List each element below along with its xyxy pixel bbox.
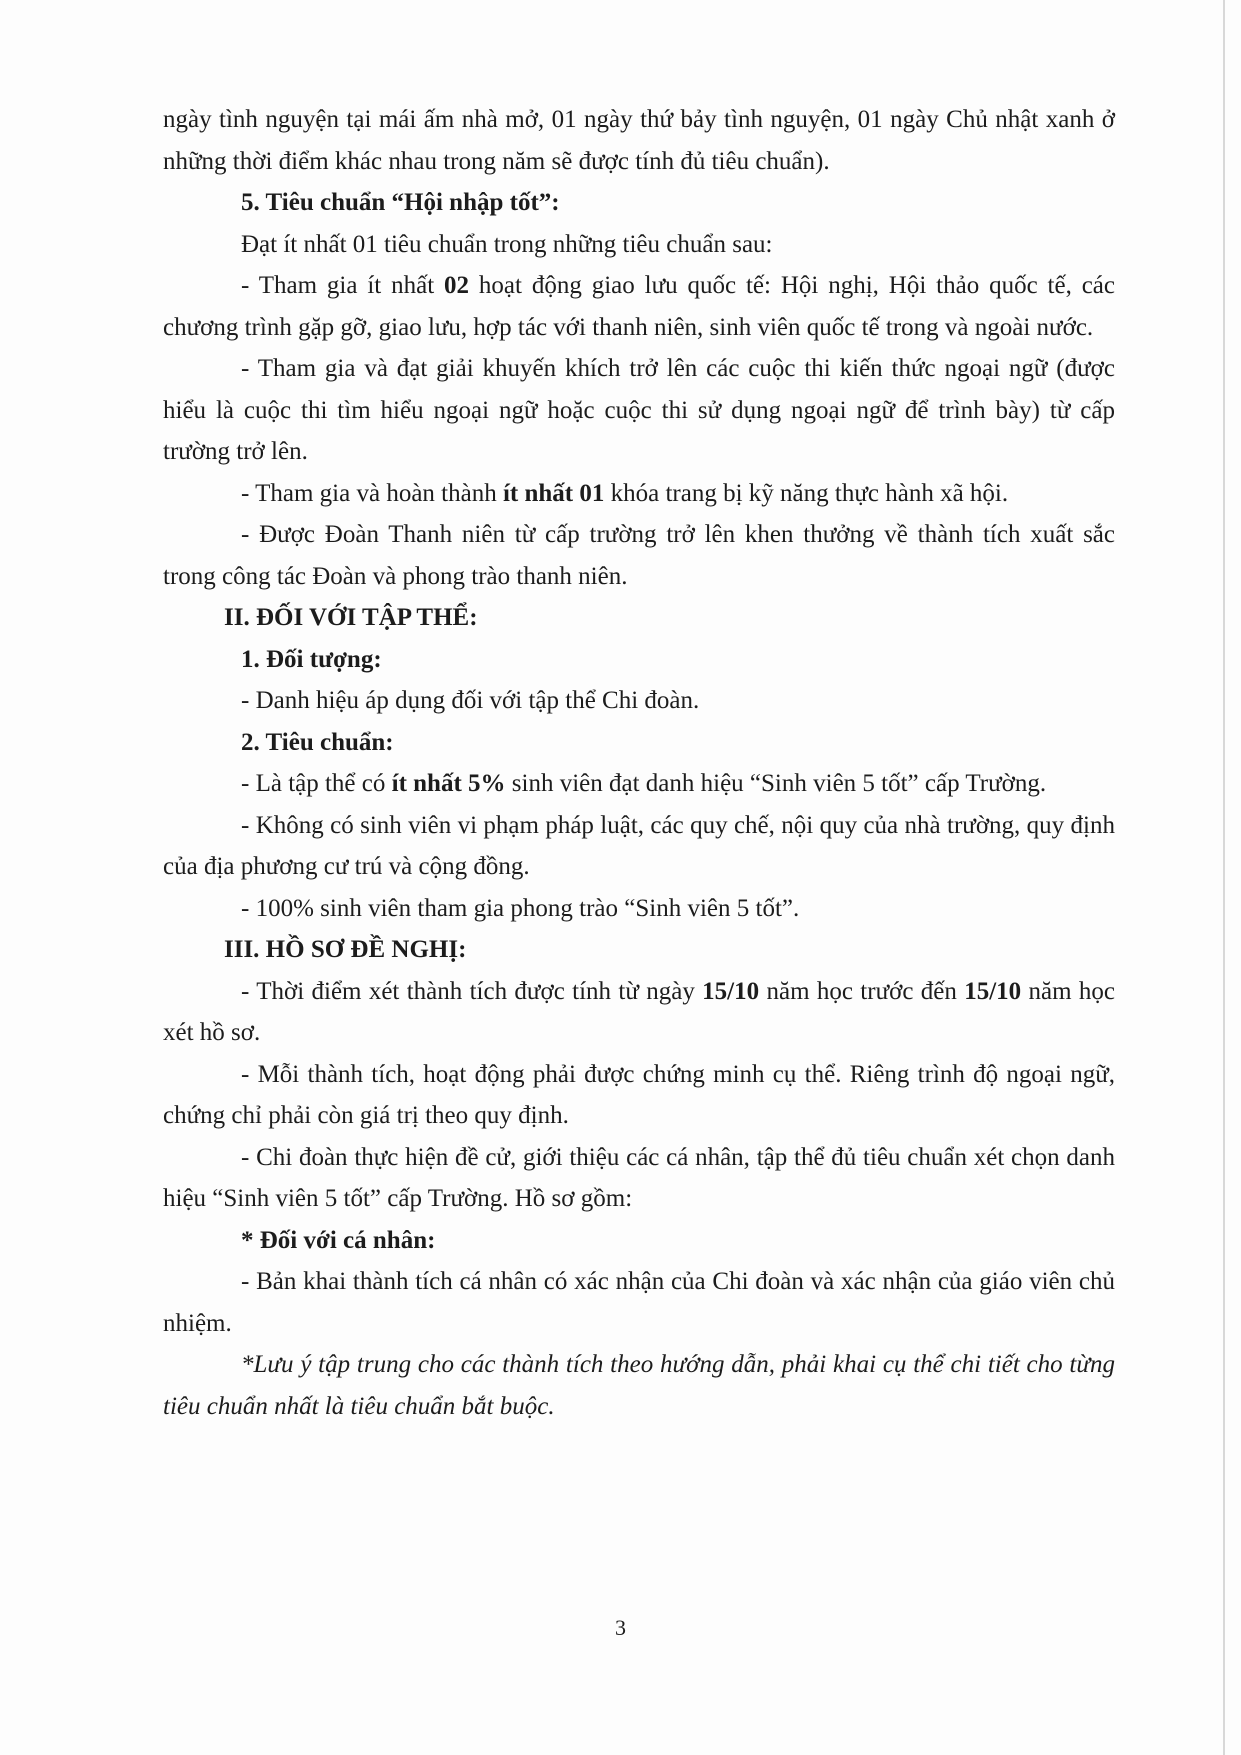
page-number: 3 [615,1615,626,1640]
paragraph-achievement-statement: - Bản khai thành tích cá nhân có xác nhận của Chi đoàn và xác nhận của giáo viên chủ nhiệm. [163,1268,1115,1337]
document-body [163,99,1115,1427]
bold-count: 02 [444,272,470,299]
paragraph-collective-percentage: - Là tập thể có ít nhất 5% sinh viên đạt danh hiệu “Sinh viên 5 tốt” cấp Trường. [241,770,1047,797]
paragraph-nomination: - Chi đoàn thực hiện đề cử, giới thiệu các cá nhân, tập thể đủ tiêu chuẩn xét chọn danh hiệu “Sinh viên 5 tốt” cấp Trường. Hồ sơ gồm: [163,1143,1115,1212]
paragraph-full-participation: - 100% sinh viên tham gia phong trào “Sinh viên 5 tốt”. [241,894,800,922]
heading-subject: 1. Đối tượng: [241,645,382,673]
heading-section-ii: II. ĐỐI VỚI TẬP THỂ: [224,604,478,631]
paragraph-youth-union-award: - Được Đoàn Thanh niên từ cấp trường trở lên khen thưởng về thành tích xuất sắc trong công tác Đoàn và phong trào thanh niên. [163,521,1115,590]
bold-percentage: ít nhất 5% [391,770,506,797]
heading-criteria: 2. Tiêu chuẩn: [241,728,394,756]
bold-minimum: ít nhất 01 [502,479,605,507]
paragraph-no-violations: - Không có sinh viên vi phạm pháp luật, các quy chế, nội quy của nhà trường, quy định của địa phương cư trú và cộng đồng. [163,811,1115,880]
paragraph-continuation: ngày tình nguyện tại mái ấm nhà mở, 01 ngày thứ bảy tình nguyện, 01 ngày Chủ nhật xanh ở những thời điểm khác nhau trong năm sẽ được tính đủ tiêu chuẩn). [163,106,1115,175]
bold-end-date: 15/10 [964,977,1022,1005]
heading-criterion-5: 5. Tiêu chuẩn “Hội nhập tốt”: [241,189,560,216]
heading-section-iii: III. HỒ SƠ ĐỀ NGHỊ: [224,936,467,963]
paragraph-applies-to: - Danh hiệu áp dụng đối với tập thể Chi đoàn. [241,687,700,714]
paragraph-criteria-intro: Đạt ít nhất 01 tiêu chuẩn trong những tiêu chuẩn sau: [241,230,773,258]
paragraph-skills-course: - Tham gia và hoàn thành ít nhất 01 khóa trang bị kỹ năng thực hành xã hội. [241,479,1009,507]
paragraph-language-contest: - Tham gia và đạt giải khuyến khích trở lên các cuộc thi kiến thức ngoại ngữ (được hiểu là cuộc thi tìm hiểu ngoại ngữ hoặc cuộc thi sử dụng ngoại ngữ để trình bày) từ cấp trường trở lên. [163,355,1115,465]
bold-start-date: 15/10 [702,977,760,1005]
paragraph-proof-required: - Mỗi thành tích, hoạt động phải được chứng minh cụ thể. Riêng trình độ ngoại ngữ, chứng chỉ phải còn giá trị theo quy định. [163,1060,1115,1129]
heading-individual: * Đối với cá nhân: [241,1226,436,1254]
paragraph-international-exchange: - Tham gia ít nhất 02 hoạt động giao lưu quốc tế: Hội nghị, Hội thảo quốc tế, các chương trình gặp gỡ, giao lưu, hợp tác với thanh niên, sinh viên quốc tế trong và ngoài nước. [163,272,1115,341]
paragraph-evaluation-period: - Thời điểm xét thành tích được tính từ ngày 15/10 năm học trước đến 15/10 năm học xét hồ sơ. [163,977,1115,1046]
paragraph-note: *Lưu ý tập trung cho các thành tích theo hướng dẫn, phải khai cụ thể chi tiết cho từng tiêu chuẩn nhất là tiêu chuẩn bắt buộc. [163,1351,1115,1420]
